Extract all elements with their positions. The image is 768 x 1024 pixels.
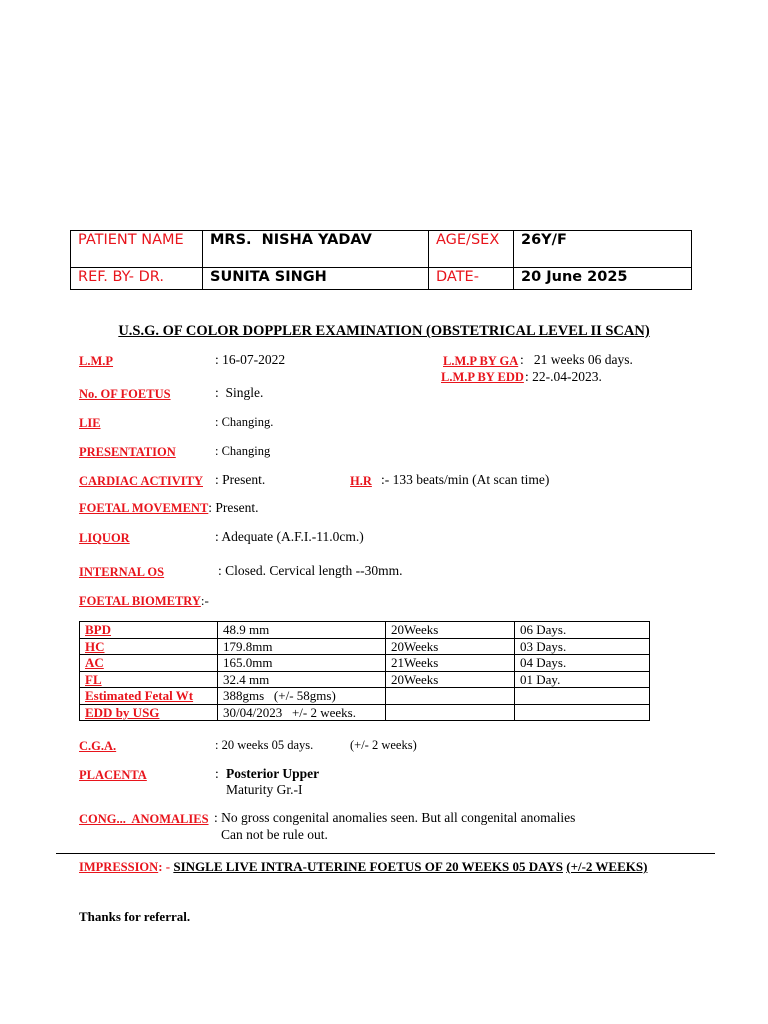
cardiac-activity-label: CARDIAC ACTIVITY	[79, 474, 203, 488]
thanks-note: Thanks for referral.	[79, 909, 191, 924]
lmp-by-edd-value: : 22-.04-2023.	[525, 369, 602, 384]
biometry-measure: 48.9 mm	[218, 622, 386, 639]
impression-sep: : -	[158, 859, 171, 874]
biometry-weeks: 20Weeks	[386, 671, 515, 688]
presentation-value: : Changing	[215, 444, 271, 458]
lmp-value: : 16-07-2022	[215, 352, 286, 367]
lmp-label: L.M.P	[79, 354, 114, 368]
biometry-measure: 388gms (+/- 58gms)	[218, 688, 386, 705]
report-date: 20 June 2025	[514, 268, 692, 290]
ref-doctor: SUNITA SINGH	[203, 268, 429, 290]
table-row	[80, 671, 650, 688]
biometry-days	[515, 704, 650, 721]
presentation-label: PRESENTATION	[79, 445, 176, 459]
biometry-param: EDD by USG	[80, 704, 218, 721]
cga-value: : 20 weeks 05 days.	[215, 738, 314, 752]
placenta-maturity: Maturity Gr.-I	[226, 782, 303, 797]
biometry-weeks: 20Weeks	[386, 638, 515, 655]
table-row	[80, 622, 650, 639]
biometry-days: 04 Days.	[515, 655, 650, 672]
impression-label: IMPRESSION	[79, 860, 159, 874]
patient-name-label: PATIENT NAME	[71, 231, 203, 268]
biometry-table	[79, 621, 650, 721]
cardiac-activity-value: : Present.	[215, 472, 266, 487]
date-label: DATE-	[429, 268, 514, 290]
anomalies-label: CONG... ANOMALIES	[79, 812, 209, 826]
biometry-weeks	[386, 704, 515, 721]
patient-info-table	[70, 230, 692, 290]
biometry-weeks: 21Weeks	[386, 655, 515, 672]
liquor-label: LIQUOR	[79, 531, 130, 545]
impression-row	[79, 859, 647, 875]
table-row	[80, 704, 650, 721]
lie-label: LIE	[79, 416, 101, 430]
foetus-count-value: : Single.	[215, 385, 264, 400]
foetal-movement-value: : Present.	[208, 500, 259, 515]
biometry-weeks	[386, 688, 515, 705]
biometry-measure: 179.8mm	[218, 638, 386, 655]
internal-os-value: : Closed. Cervical length --30mm.	[218, 563, 403, 578]
foetal-biometry-heading	[79, 593, 209, 609]
age-sex-label: AGE/SEX	[429, 231, 514, 268]
biometry-days	[515, 688, 650, 705]
impression-text: SINGLE LIVE INTRA-UTERINE FOETUS OF 20 WEEKS 05 DAYS	[173, 859, 563, 874]
placenta-value: Posterior Upper	[226, 766, 320, 781]
biometry-param: AC	[80, 655, 218, 672]
heart-rate-value: :- 133 beats/min (At scan time)	[381, 472, 550, 487]
cga-label: C.G.A.	[79, 739, 117, 753]
foetal-biometry-suffix: :-	[200, 593, 209, 608]
heart-rate-label: H.R	[350, 474, 372, 488]
biometry-days: 01 Day.	[515, 671, 650, 688]
foetal-movement-row	[79, 500, 259, 516]
biometry-days: 03 Days.	[515, 638, 650, 655]
anomalies-value: : No gross congenital anomalies seen. But all congenital anomalies	[214, 810, 576, 825]
biometry-param: HC	[80, 638, 218, 655]
impression-range: (+/-2 WEEKS)	[566, 859, 648, 874]
biometry-days: 06 Days.	[515, 622, 650, 639]
foetal-movement-label: FOETAL MOVEMENT	[79, 501, 209, 515]
biometry-measure: 30/04/2023 +/- 2 weeks.	[218, 704, 386, 721]
age-sex: 26Y/F	[514, 231, 692, 268]
lmp-by-ga-label: L.M.P BY GA	[443, 354, 519, 368]
ref-doctor-label: REF. BY- DR.	[71, 268, 203, 290]
report-title: U.S.G. OF COLOR DOPPLER EXAMINATION (OBSTETRICAL LEVEL II SCAN)	[118, 323, 650, 339]
foetus-count-label: No. OF FOETUS	[79, 387, 171, 401]
biometry-param: Estimated Fetal Wt	[80, 688, 218, 705]
biometry-measure: 165.0mm	[218, 655, 386, 672]
lie-value: : Changing.	[215, 415, 274, 429]
lmp-by-edd-label: L.M.P BY EDD	[441, 370, 524, 384]
divider-line	[56, 853, 715, 854]
liquor-value: : Adequate (A.F.I.-11.0cm.)	[215, 529, 364, 544]
lmp-by-ga-value: : 21 weeks 06 days.	[520, 352, 633, 367]
biometry-param: BPD	[80, 622, 218, 639]
foetal-biometry-label: FOETAL BIOMETRY	[79, 594, 201, 608]
biometry-weeks: 20Weeks	[386, 622, 515, 639]
biometry-param: FL	[80, 671, 218, 688]
anomalies-value-2: Can not be rule out.	[221, 827, 328, 842]
placenta-colon: :	[215, 766, 219, 781]
patient-name: MRS. NISHA YADAV	[203, 231, 429, 268]
cga-range: (+/- 2 weeks)	[350, 738, 417, 752]
placenta-label: PLACENTA	[79, 768, 147, 782]
table-row	[80, 638, 650, 655]
table-row	[80, 688, 650, 705]
biometry-measure: 32.4 mm	[218, 671, 386, 688]
internal-os-label: INTERNAL OS	[79, 565, 165, 579]
table-row	[80, 655, 650, 672]
